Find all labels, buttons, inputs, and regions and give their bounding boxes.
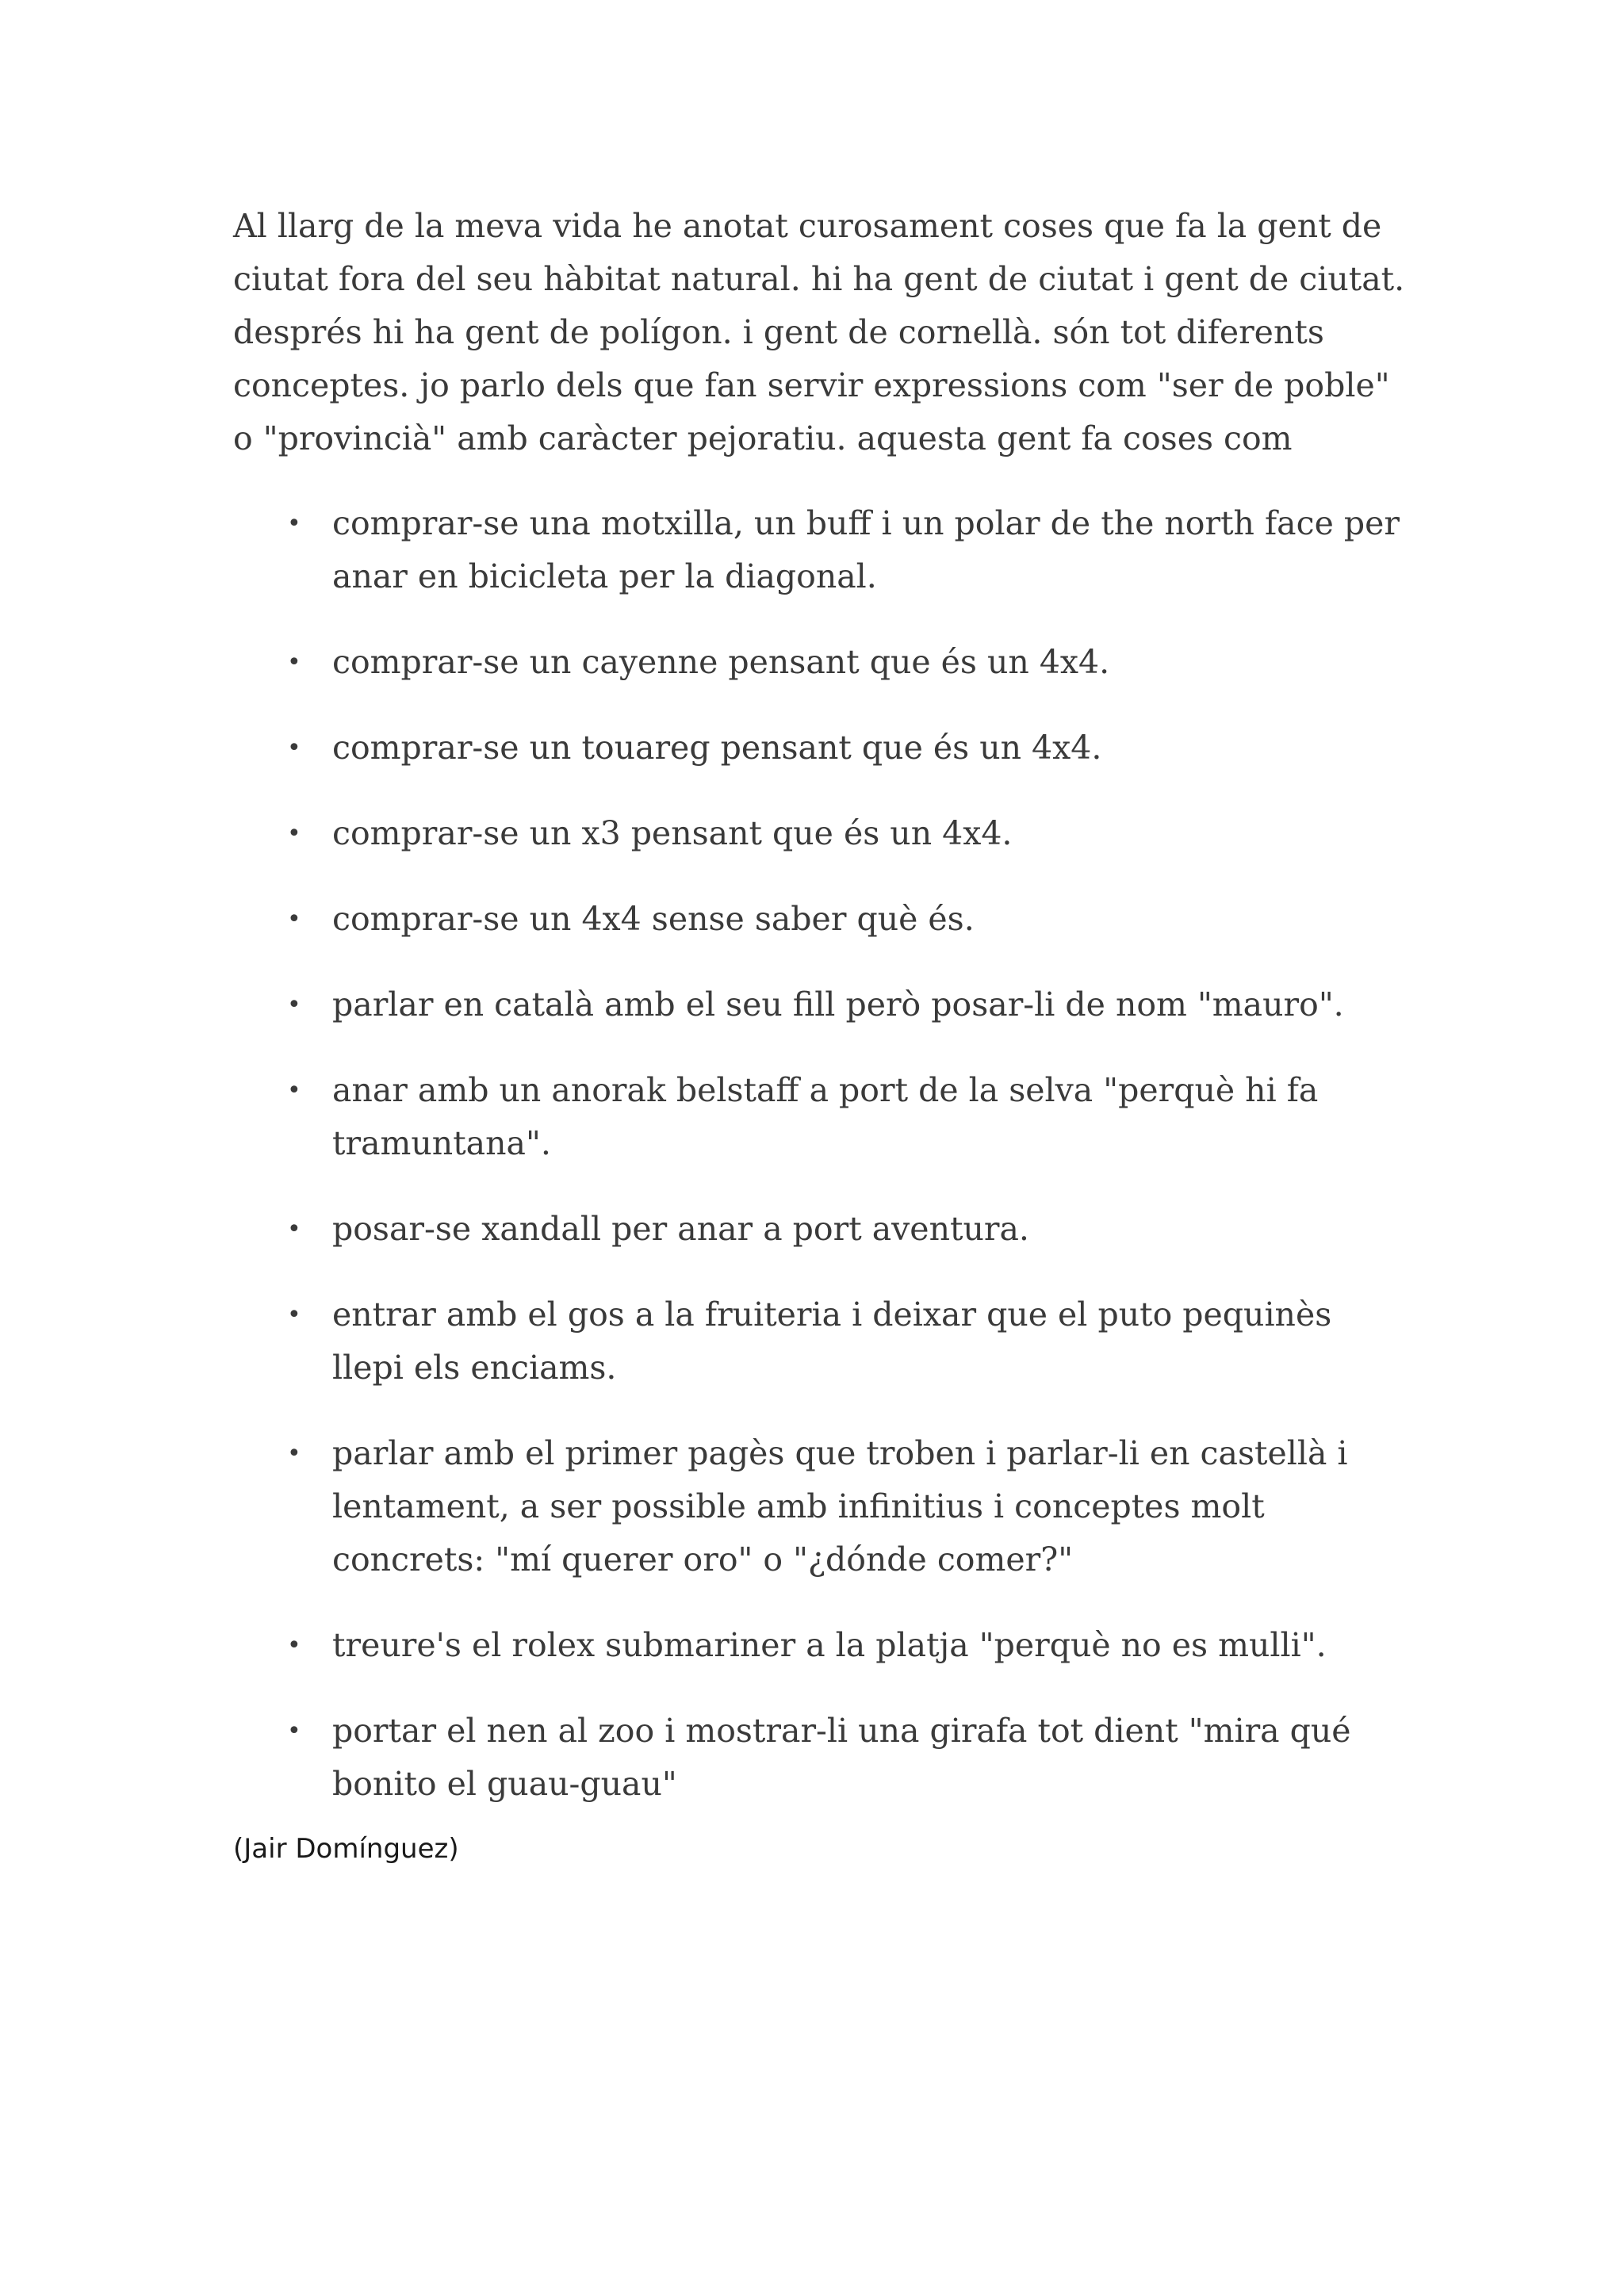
bullet-icon: • — [287, 991, 301, 1019]
list-item — [233, 807, 1407, 860]
document-body — [233, 200, 1407, 1843]
list-item-text: treure's el rolex submariner a la platja "perquè no es mulli". — [332, 1626, 1327, 1664]
list-item-text: comprar-se un 4x4 sense saber què és. — [332, 900, 975, 938]
list-item-text: parlar en català amb el seu fill però posar-li de nom "mauro". — [332, 985, 1344, 1024]
list-item — [233, 1064, 1407, 1170]
intro-paragraph: Al llarg de la meva vida he anotat curosament coses que fa la gent de ciutat fora del seu hàbitat natural. hi ha gent de ciutat i gent de ciutat. després hi ha gent de polígon. i gent de cornellà. són tot diferents conceptes. jo parlo dels que fan servir expressions com "ser de poble" o "provincià" amb caràcter pejoratiu. aquesta gent fa coses com — [233, 207, 1405, 457]
bullet-icon: • — [287, 1077, 301, 1104]
bullet-icon: • — [287, 820, 301, 848]
bullet-list — [233, 497, 1407, 1811]
list-item-text: anar amb un anorak belstaff a port de la selva "perquè hi fa tramuntana". — [332, 1071, 1319, 1162]
list-item-text: parlar amb el primer pagès que troben i parlar-li en castellà i lentament, a ser possible amb infinitius i conceptes molt concrets: "mí querer oro" o "¿dónde comer?" — [332, 1434, 1348, 1578]
list-item-text: posar-se xandall per anar a port aventura. — [332, 1210, 1029, 1248]
list-item — [233, 1705, 1407, 1811]
bullet-icon: • — [287, 734, 301, 762]
list-item-text: comprar-se un touareg pensant que és un 4x4. — [332, 729, 1102, 767]
bullet-icon: • — [287, 510, 301, 538]
list-item — [233, 1203, 1407, 1256]
list-item-text: entrar amb el gos a la fruiteria i deixar que el puto pequinès llepi els enciams. — [332, 1295, 1332, 1387]
bullet-icon: • — [287, 1440, 301, 1468]
list-item — [233, 1288, 1407, 1395]
list-item-text: comprar-se un cayenne pensant que és un 4x4. — [332, 643, 1110, 681]
bullet-icon: • — [287, 1301, 301, 1329]
author-signature: (Jair Domínguez) — [233, 1833, 459, 1865]
list-item — [233, 1619, 1407, 1672]
list-item-text: comprar-se una motxilla, un buff i un polar de the north face per anar en bicicleta per la diagonal. — [332, 504, 1400, 595]
bullet-icon: • — [287, 1215, 301, 1243]
list-item — [233, 636, 1407, 689]
bullet-icon: • — [287, 905, 301, 933]
list-item-text: comprar-se un x3 pensant que és un 4x4. — [332, 814, 1013, 852]
list-item — [233, 893, 1407, 946]
list-item — [233, 721, 1407, 775]
list-item — [233, 497, 1407, 603]
bullet-icon: • — [287, 1632, 301, 1659]
list-item-text: portar el nen al zoo i mostrar-li una girafa tot dient "mira qué bonito el guau-guau" — [332, 1712, 1351, 1803]
list-item — [233, 1427, 1407, 1586]
bullet-icon: • — [287, 1717, 301, 1745]
list-item — [233, 978, 1407, 1031]
bullet-icon: • — [287, 649, 301, 676]
